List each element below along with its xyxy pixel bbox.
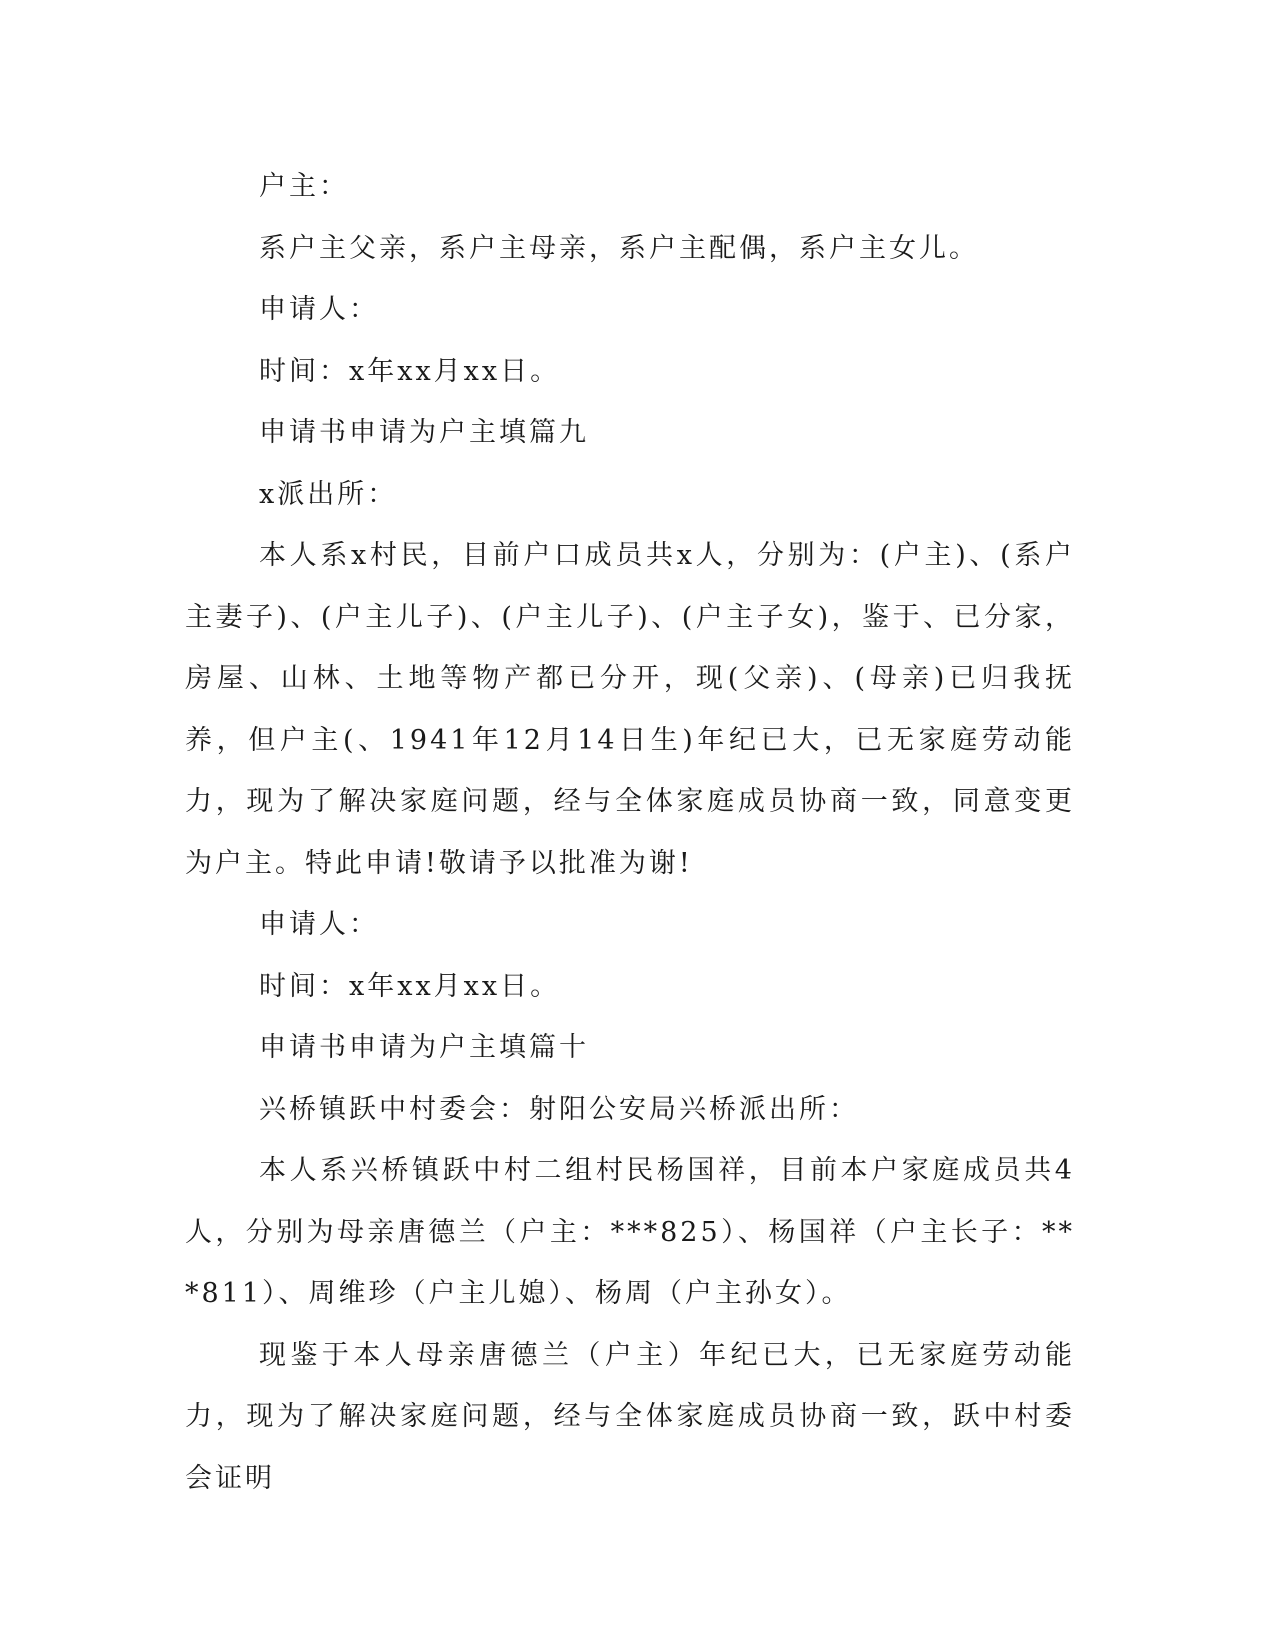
paragraph-body-nine: 本人系x村民，目前户口成员共x人，分别为：(户主)、(系户主妻子)、(户主儿子)、(户主儿子)、(户主子女)，鉴于、已分家，房屋、山林、土地等物产都已分开，现(父亲)、(母亲)已归我抚养，但户主(、1941年12月14日生)年纪已大，已无家庭劳动能力，现为了解决家庭问题，经与全体家庭成员协商一致，同意变更为户主。特此申请!敬请予以批准为谢!: [185, 540, 1075, 879]
paragraph-date: 时间：x年xx月xx日。: [259, 355, 561, 387]
paragraph-household-head-label: 户主：: [259, 171, 349, 202]
section-heading-ten: 申请书申请为户主填篇十: [259, 1032, 589, 1063]
paragraph-date: 时间：x年xx月xx日。: [259, 970, 561, 1002]
paragraph-family-members: 本人系兴桥镇跃中村二组村民杨国祥，目前本户家庭成员共4人，分别为母亲唐德兰（户主：***825）、杨国祥（户主长子：***811）、周维珍（户主儿媳）、杨周（户主孙女）。: [185, 1155, 1075, 1309]
paragraph-reason: 现鉴于本人母亲唐德兰（户主）年纪已大，已无家庭劳动能力，现为了解决家庭问题，经与全体家庭成员协商一致，跃中村委会证明: [185, 1339, 1075, 1494]
paragraph-addressee: x派出所：: [259, 478, 398, 510]
paragraph-relations: 系户主父亲，系户主母亲，系户主配偶，系户主女儿。: [259, 232, 979, 264]
paragraph-applicant-label: 申请人：: [259, 909, 379, 940]
document-body: [185, 156, 1075, 1509]
paragraph-addressee: 兴桥镇跃中村委会：射阳公安局兴桥派出所：: [259, 1093, 859, 1125]
paragraph-applicant-label: 申请人：: [259, 294, 379, 325]
section-heading-nine: 申请书申请为户主填篇九: [259, 417, 589, 448]
